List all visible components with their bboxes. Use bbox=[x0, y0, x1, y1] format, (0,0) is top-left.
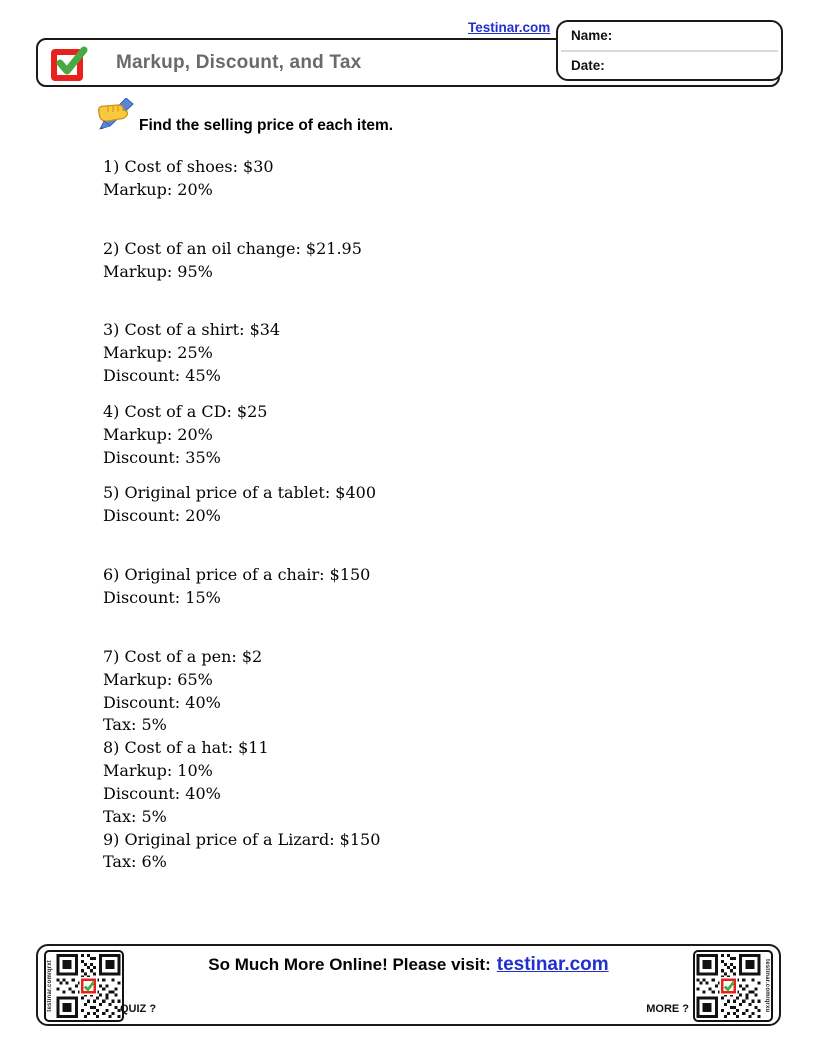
problem-line: 7) Cost of a pen: $2 bbox=[103, 646, 263, 666]
problem-line: Markup: 95% bbox=[103, 261, 213, 281]
footer-message bbox=[38, 954, 779, 976]
qr-left-caption: testinar.com/qrxt bbox=[47, 960, 53, 1012]
qr-code-icon bbox=[696, 954, 761, 1018]
problem-line: Discount: 20% bbox=[103, 506, 221, 526]
qr-code-right bbox=[693, 950, 773, 1022]
problem-line: Markup: 20% bbox=[103, 179, 213, 199]
quiz-label: QUIZ ? bbox=[120, 1003, 157, 1015]
problem-line: Markup: 25% bbox=[103, 343, 213, 363]
problem-line: Discount: 35% bbox=[103, 447, 221, 467]
instruction-text: Find the selling price of each item. bbox=[139, 117, 394, 134]
date-label: Date: bbox=[571, 57, 605, 73]
problem-line: Tax: 5% bbox=[103, 715, 167, 735]
site-link-top[interactable]: Testinar.com bbox=[468, 20, 551, 35]
qr-right-caption: testinar.com/qrxu bbox=[764, 959, 770, 1013]
footer-message-text: So Much More Online! Please visit: bbox=[208, 955, 491, 974]
problem-line: Tax: 5% bbox=[103, 806, 167, 826]
problem-7 bbox=[103, 646, 663, 737]
problem-line: Markup: 65% bbox=[103, 669, 213, 689]
problem-line: Discount: 45% bbox=[103, 366, 221, 386]
problem-line: 4) Cost of a CD: $25 bbox=[103, 401, 268, 421]
problem-line: Markup: 20% bbox=[103, 424, 213, 444]
name-date-box bbox=[556, 20, 783, 81]
problem-4 bbox=[103, 401, 663, 470]
writing-hand-icon bbox=[96, 98, 138, 137]
more-label: MORE ? bbox=[646, 1003, 689, 1015]
problem-6 bbox=[103, 564, 663, 610]
footer-box bbox=[36, 944, 781, 1026]
problem-2 bbox=[103, 238, 663, 284]
problem-3 bbox=[103, 319, 663, 388]
site-link-footer[interactable]: testinar.com bbox=[496, 954, 609, 975]
date-field bbox=[558, 52, 781, 80]
problem-line: Discount: 40% bbox=[103, 783, 221, 803]
problem-line: 6) Original price of a chair: $150 bbox=[103, 565, 371, 585]
problem-line: Markup: 10% bbox=[103, 761, 213, 781]
page-title: Markup, Discount, and Tax bbox=[116, 51, 362, 73]
problem-9 bbox=[103, 829, 663, 875]
problem-line: 1) Cost of shoes: $30 bbox=[103, 157, 274, 176]
problem-line: 5) Original price of a tablet: $400 bbox=[103, 483, 377, 503]
problem-line: Discount: 15% bbox=[103, 587, 221, 607]
problem-line: Tax: 6% bbox=[103, 852, 167, 872]
problem-line: 8) Cost of a hat: $11 bbox=[103, 738, 269, 758]
problem-line: 2) Cost of an oil change: $21.95 bbox=[103, 238, 362, 258]
name-field bbox=[558, 22, 781, 50]
problem-8 bbox=[103, 737, 663, 828]
problem-5 bbox=[103, 482, 663, 528]
instruction-row bbox=[96, 98, 393, 137]
problem-line: 9) Original price of a Lizard: $150 bbox=[103, 829, 381, 849]
checkbox-check-icon bbox=[51, 44, 91, 84]
problem-line: Discount: 40% bbox=[103, 692, 221, 712]
problem-list bbox=[103, 156, 663, 874]
problem-line: 3) Cost of a shirt: $34 bbox=[103, 320, 281, 340]
name-label: Name: bbox=[571, 28, 613, 44]
problem-1 bbox=[103, 156, 663, 202]
